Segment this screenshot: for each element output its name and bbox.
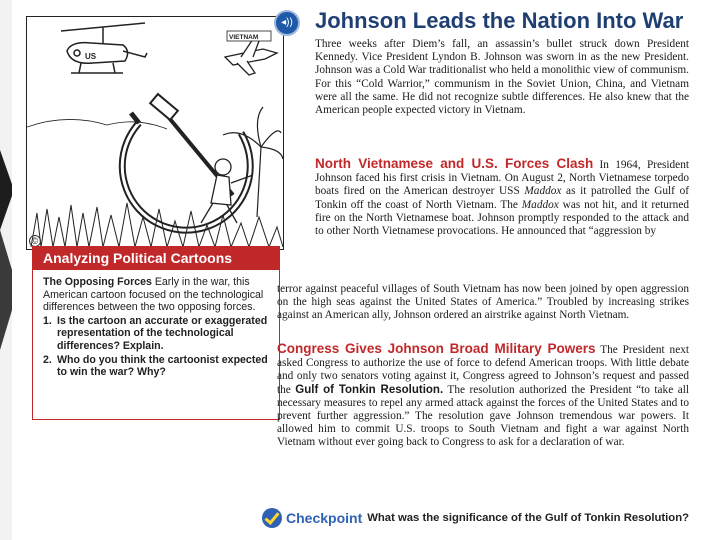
paragraph-text: The resolution authorized the President “to take all necessary measures to repel any armed attack against the forces of the United States and to prevent further aggression.” The resolution gave Johnson tremendous war powers. It allowed him to commit U.S. troops to South Vietnam and fight a war against North Vietnam without ever going back to Congress to ask for a declaration of war. [277,383,689,449]
jet-drawing [225,39,277,75]
textbook-page [12,0,712,540]
political-cartoon [26,16,284,250]
question-text: Who do you think the cartoonist expected to win the war? Why? [57,353,268,379]
horizon-line [27,119,167,129]
checkpoint-question: What was the significance of the Gulf of Tonkin Resolution? [367,512,689,524]
cartoon-illustration [27,17,283,249]
ship-name: Maddox [521,198,559,211]
article-paragraph [277,283,689,323]
article-paragraph [315,157,689,238]
question-item [43,354,271,379]
section-heading: Congress Gives Johnson Broad Military Powers [277,341,596,356]
checkpoint-label: Checkpoint [286,510,363,526]
hammer-head [150,94,178,120]
paragraph-text: was not hit, and it returned fire on the North Vietnamese boat. Johnson promptly responded to the attack and to other North Vietnamese provocations. He announced that “aggression by [315,198,689,238]
question-text: Is the cartoon an accurate or exaggerated representation of the technological differences? Explain. [57,314,268,352]
page-title: Johnson Leads the Nation Into War [315,8,684,33]
ship-name: Maddox [524,185,562,198]
section-heading: North Vietnamese and U.S. Forces Clash [315,156,594,171]
question-number: 1. [43,314,52,327]
article-paragraph [315,38,689,117]
audio-speaker-icon[interactable]: ◂)) [274,10,300,36]
panel-intro [43,276,271,314]
question-item [43,315,271,353]
copyright-mark: © [29,235,41,247]
paragraph-text: Three weeks after Diem’s fall, an assassin’s bullet struck down President Kennedy. Vice President Lyndon B. Johnson was sworn in as the new President. Johnson was a Cold War traditionalist who held a monolithic view of communism. For this “Cold Warrior,” communism in the Soviet Union, China, and Vietnam were all the same. He did not recognize subtle differences. He also knew that the American people expected victory in Vietnam. [315,38,689,117]
question-number: 2. [43,353,52,366]
panel-heading: Analyzing Political Cartoons [33,247,279,270]
paragraph-text: terror against peaceful villages of South Vietnam has now been joined by open aggression on the high seas against the United States of America.” Troubled by increasing strikes against an American ally, Johnson ordered an airstrike against North Vietnam. [277,283,689,322]
checkpoint-row [262,508,689,528]
helicopter-drawing [61,23,147,73]
panel-intro-text: Early in the war, this American cartoon focused on the technological differences between the two opposing forces. [43,276,264,314]
checkmark-icon [262,508,282,528]
panel-intro-bold: The Opposing Forces [43,276,152,288]
panel-body [33,270,279,379]
article-paragraph [277,342,689,450]
paragraph-text: The President next asked Congress to authorize the use of force to defend American troops. With little debate and only two senators voting against it, Congress agreed to Johnson’s request and passed the [277,344,689,396]
analyzing-cartoons-panel [32,246,280,420]
plane-label: US [85,52,97,61]
paragraph-text: as it patrolled the Gulf of Tonkin off the coast of North Vietnam. The [315,185,689,211]
key-term: Gulf of Tonkin Resolution. [295,383,444,396]
paragraph-text: In 1964, President Johnson faced his first crisis in Vietnam. On August 2, North Vietnamese torpedo boats fired on the American destroyer USS [315,159,689,198]
badge-label: VIETNAM [229,34,259,41]
